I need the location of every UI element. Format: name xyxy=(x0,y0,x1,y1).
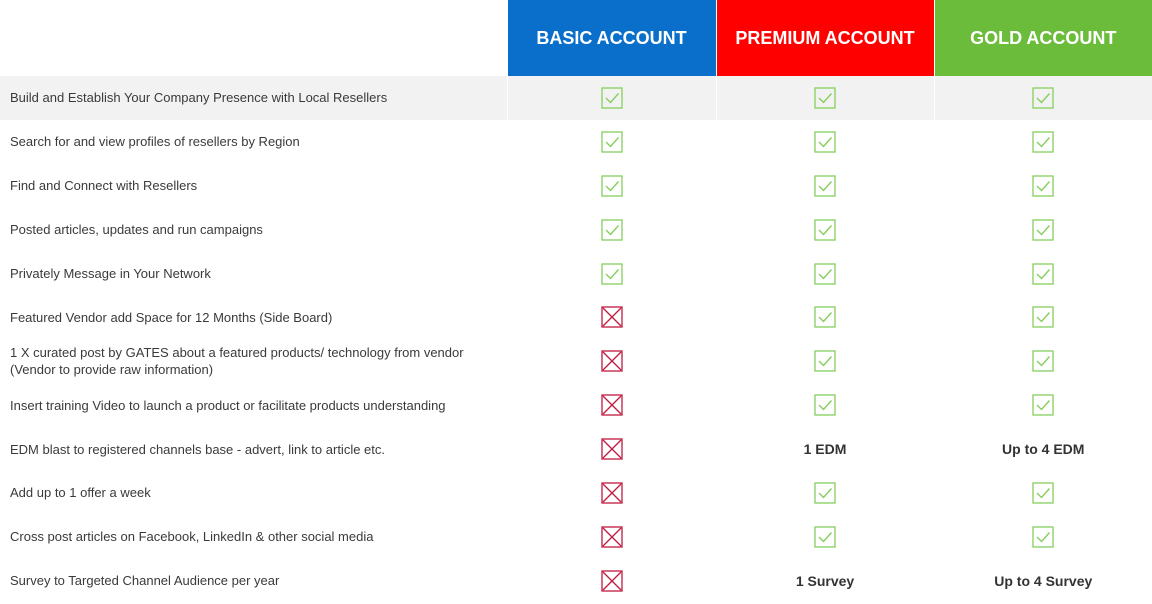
check-icon xyxy=(814,131,836,153)
premium-plan-cell xyxy=(716,252,934,296)
gold-plan-value: Up to 4 EDM xyxy=(1002,441,1085,458)
feature-row xyxy=(0,252,1152,296)
premium-plan-cell xyxy=(716,164,934,208)
check-icon xyxy=(814,263,836,285)
check-icon xyxy=(814,482,836,504)
feature-row xyxy=(0,427,1152,471)
premium-plan-cell xyxy=(716,339,934,383)
feature-cell xyxy=(0,427,507,471)
feature-label: Posted articles, updates and run campaigns xyxy=(10,222,263,238)
feature-label: Add up to 1 offer a week xyxy=(10,485,151,501)
basic-plan-cell xyxy=(507,208,716,252)
gold-plan-cell xyxy=(934,471,1152,515)
feature-cell xyxy=(0,515,507,559)
premium-plan-cell xyxy=(716,208,934,252)
basic-plan-cell xyxy=(507,471,716,515)
basic-plan-cell xyxy=(507,515,716,559)
feature-cell xyxy=(0,252,507,296)
gold-plan-value: Up to 4 Survey xyxy=(994,572,1093,589)
feature-cell xyxy=(0,164,507,208)
gold-plan-cell xyxy=(934,120,1152,164)
check-icon xyxy=(814,350,836,372)
check-icon xyxy=(1032,263,1054,285)
feature-cell xyxy=(0,120,507,164)
check-icon xyxy=(1032,482,1054,504)
check-icon xyxy=(814,306,836,328)
feature-row xyxy=(0,76,1152,120)
gold-plan-cell xyxy=(934,164,1152,208)
feature-label: Cross post articles on Facebook, LinkedIn & other social media xyxy=(10,529,374,545)
check-icon xyxy=(814,219,836,241)
check-icon xyxy=(1032,306,1054,328)
check-icon xyxy=(1032,219,1054,241)
basic-plan-cell xyxy=(507,252,716,296)
gold-plan-cell xyxy=(934,515,1152,559)
gold-plan-cell xyxy=(934,208,1152,252)
feature-row xyxy=(0,559,1152,603)
check-icon xyxy=(1032,87,1054,109)
gold-plan-cell xyxy=(934,252,1152,296)
feature-rows xyxy=(0,76,1152,603)
cross-icon xyxy=(601,306,623,328)
basic-account-header: BASIC ACCOUNT xyxy=(507,0,716,76)
check-icon xyxy=(1032,394,1054,416)
feature-row xyxy=(0,339,1152,383)
basic-plan-cell xyxy=(507,164,716,208)
feature-label: Search for and view profiles of resellers by Region xyxy=(10,134,300,150)
premium-plan-cell xyxy=(716,120,934,164)
premium-plan-value: 1 Survey xyxy=(795,572,855,589)
gold-plan-cell xyxy=(934,427,1152,471)
feature-label: 1 X curated post by GATES about a featured products/ technology from vendor xyxy=(10,345,464,361)
check-icon xyxy=(1032,131,1054,153)
check-icon xyxy=(1032,350,1054,372)
feature-label: EDM blast to registered channels base - advert, link to article etc. xyxy=(10,441,386,457)
feature-label-continued: (Vendor to provide raw information) xyxy=(10,362,214,378)
feature-cell xyxy=(0,208,507,252)
gold-account-header: GOLD ACCOUNT xyxy=(934,0,1152,76)
premium-plan-cell xyxy=(716,427,934,471)
feature-row xyxy=(0,383,1152,427)
check-icon xyxy=(601,131,623,153)
feature-cell xyxy=(0,339,507,383)
basic-plan-cell xyxy=(507,383,716,427)
cross-icon xyxy=(601,526,623,548)
premium-plan-cell xyxy=(716,515,934,559)
basic-plan-cell xyxy=(507,559,716,603)
feature-row xyxy=(0,120,1152,164)
check-icon xyxy=(814,175,836,197)
check-icon xyxy=(814,87,836,109)
feature-label: Privately Message in Your Network xyxy=(10,266,211,281)
basic-plan-cell xyxy=(507,427,716,471)
plan-header-row xyxy=(0,0,1152,76)
gold-plan-cell xyxy=(934,76,1152,120)
check-icon xyxy=(1032,526,1054,548)
feature-row xyxy=(0,471,1152,515)
gold-plan-cell xyxy=(934,383,1152,427)
feature-cell xyxy=(0,295,507,339)
feature-label: Featured Vendor add Space for 12 Months (Side Board) xyxy=(10,309,333,325)
gold-plan-cell xyxy=(934,559,1152,603)
basic-plan-cell xyxy=(507,120,716,164)
check-icon xyxy=(1032,175,1054,197)
check-icon xyxy=(601,263,623,285)
gold-plan-cell xyxy=(934,339,1152,383)
premium-plan-cell xyxy=(716,559,934,603)
check-icon xyxy=(601,219,623,241)
feature-cell xyxy=(0,383,507,427)
feature-label: Find and Connect with Resellers xyxy=(10,178,198,194)
premium-plan-cell xyxy=(716,295,934,339)
premium-plan-value: 1 EDM xyxy=(803,441,847,458)
feature-row xyxy=(0,164,1152,208)
cross-icon xyxy=(601,482,623,504)
premium-account-header: PREMIUM ACCOUNT xyxy=(716,0,934,76)
feature-label: Survey to Targeted Channel Audience per year xyxy=(10,573,280,589)
cross-icon xyxy=(601,350,623,372)
check-icon xyxy=(601,87,623,109)
feature-column-header xyxy=(0,0,507,76)
basic-plan-cell xyxy=(507,295,716,339)
check-icon xyxy=(814,526,836,548)
feature-cell xyxy=(0,471,507,515)
feature-label: Build and Establish Your Company Presence with Local Resellers xyxy=(10,90,388,106)
feature-cell xyxy=(0,559,507,603)
feature-cell xyxy=(0,76,507,120)
cross-icon xyxy=(601,394,623,416)
feature-label: Insert training Video to launch a product or facilitate products understanding xyxy=(10,397,446,413)
basic-plan-cell xyxy=(507,339,716,383)
premium-plan-cell xyxy=(716,383,934,427)
check-icon xyxy=(814,394,836,416)
check-icon xyxy=(601,175,623,197)
cross-icon xyxy=(601,570,623,592)
feature-row xyxy=(0,295,1152,339)
basic-plan-cell xyxy=(507,76,716,120)
gold-plan-cell xyxy=(934,295,1152,339)
feature-row xyxy=(0,515,1152,559)
premium-plan-cell xyxy=(716,76,934,120)
premium-plan-cell xyxy=(716,471,934,515)
cross-icon xyxy=(601,438,623,460)
feature-row xyxy=(0,208,1152,252)
